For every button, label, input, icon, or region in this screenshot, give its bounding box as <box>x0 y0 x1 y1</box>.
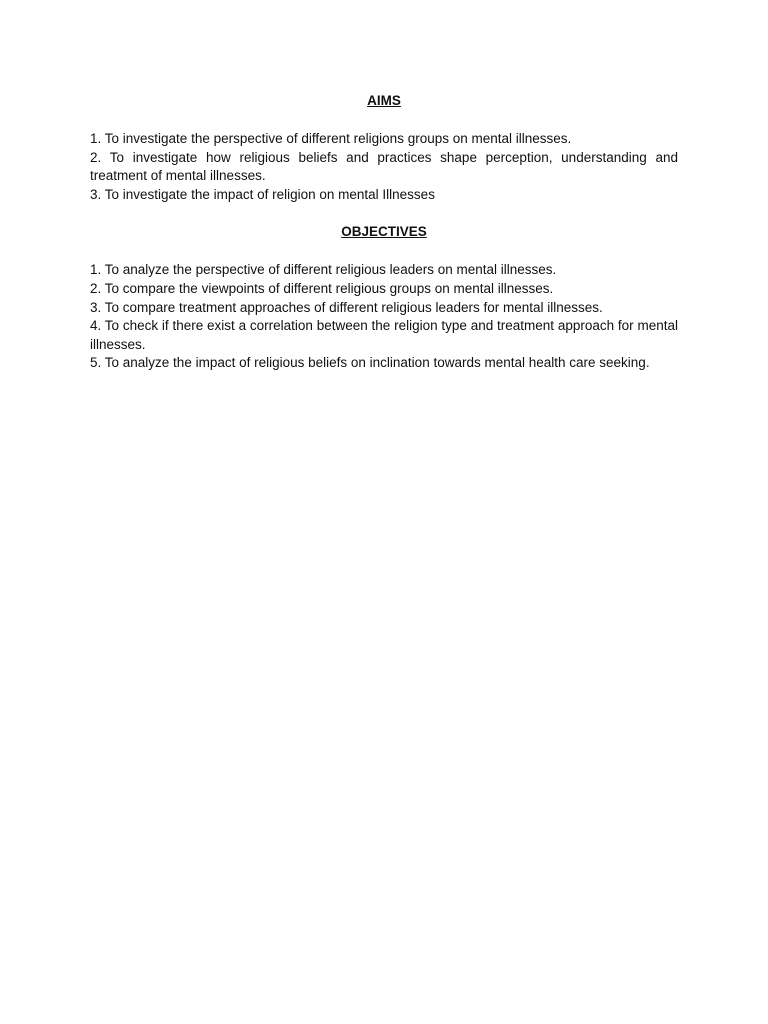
aims-list <box>90 130 678 204</box>
objectives-list <box>90 261 678 373</box>
objective-item-2: 2. To compare the viewpoints of different religious groups on mental illnesses. <box>90 280 554 296</box>
document-page <box>90 92 678 373</box>
aims-heading: AIMS <box>367 93 401 108</box>
aim-item-1: 1. To investigate the perspective of different religions groups on mental illnesses. <box>90 131 572 146</box>
objectives-heading: OBJECTIVES <box>341 224 427 240</box>
objective-item-3: 3. To compare treatment approaches of different religious leaders for mental illnesses. <box>90 299 603 315</box>
aim-item-3: 3. To investigate the impact of religion on mental Illnesses <box>90 186 435 202</box>
objective-item-4: 4. To check if there exist a correlation between the religion type and treatment approach for mental illnesses. <box>90 318 678 352</box>
objective-item-1: 1. To analyze the perspective of different religious leaders on mental illnesses. <box>90 262 557 278</box>
objective-item-5: 5. To analyze the impact of religious beliefs on inclination towards mental health care seeking. <box>90 355 650 371</box>
aim-item-2: 2. To investigate how religious beliefs and practices shape perception, understanding and treatment of mental illnesses. <box>90 149 678 184</box>
